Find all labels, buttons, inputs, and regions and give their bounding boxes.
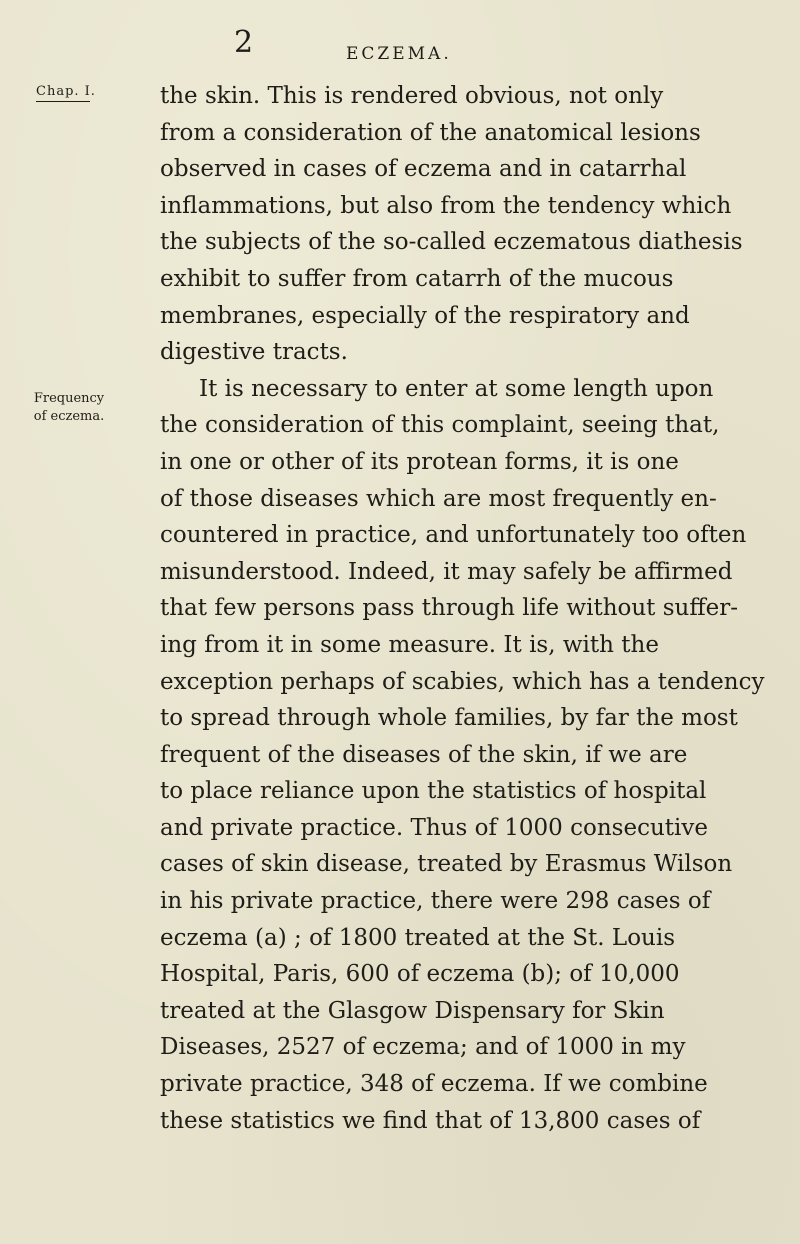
page-number: 2 xyxy=(234,25,254,60)
body-text xyxy=(160,78,765,1139)
text-line: private practice, 348 of eczema. If we combine xyxy=(160,1071,708,1098)
text-line: inflammations, but also from the tendency which xyxy=(160,192,732,219)
text-line: Diseases, 2527 of eczema; and of 1000 in my xyxy=(160,1034,686,1061)
text-line: exception perhaps of scabies, which has a tendency xyxy=(160,668,765,695)
text-line: frequent of the diseases of the skin, if we are xyxy=(160,741,688,768)
text-line: It is necessary to enter at some length upon xyxy=(199,375,714,402)
text-line: from a consideration of the anatomical lesions xyxy=(160,119,701,146)
text-line: observed in cases of eczema and in catarrhal xyxy=(160,156,687,183)
text-line: the skin. This is rendered obvious, not only xyxy=(160,83,664,109)
text-line: exhibit to suffer from catarrh of the mucous xyxy=(160,265,674,292)
page-header xyxy=(0,25,800,68)
text-line: that few persons pass through life without suffer- xyxy=(160,595,739,622)
text-line: in one or other of its protean forms, it is one xyxy=(160,448,679,475)
text-line: cases of skin disease, treated by Erasmus Wilson xyxy=(160,851,733,878)
text-line: ing from it in some measure. It is, with the xyxy=(160,631,659,658)
text-line: countered in practice, and unfortunately too often xyxy=(160,522,747,549)
text-line: misunderstood. Indeed, it may safely be affirmed xyxy=(160,558,733,585)
margin-note: Frequency of eczema. xyxy=(33,391,105,424)
text-line: and private practice. Thus of 1000 consecutive xyxy=(160,814,708,841)
text-line: Hospital, Paris, 600 of eczema (b); of 10,000 xyxy=(160,961,680,988)
text-line: membranes, especially of the respiratory and xyxy=(160,302,690,329)
text-line: eczema (a) ; of 1800 treated at the St. Louis xyxy=(160,924,676,951)
text-line: of those diseases which are most frequently en- xyxy=(160,485,717,512)
text-line: to spread through whole families, by far the most xyxy=(160,705,738,732)
text-line: treated at the Glasgow Dispensary for Skin xyxy=(160,997,665,1024)
running-title: ECZEMA. xyxy=(346,44,452,64)
text-line: digestive tracts. xyxy=(160,339,348,366)
text-line: the subjects of the so-called eczematous diathesis xyxy=(160,229,743,256)
text-line: the consideration of this complaint, seeing that, xyxy=(160,412,720,439)
text-line: these statistics we find that of 13,800 cases of xyxy=(160,1107,701,1134)
chapter-label: Chap. I. xyxy=(36,84,90,102)
text-line: to place reliance upon the statistics of hospital xyxy=(160,778,707,805)
text-line: in his private practice, there were 298 cases of xyxy=(160,888,711,915)
